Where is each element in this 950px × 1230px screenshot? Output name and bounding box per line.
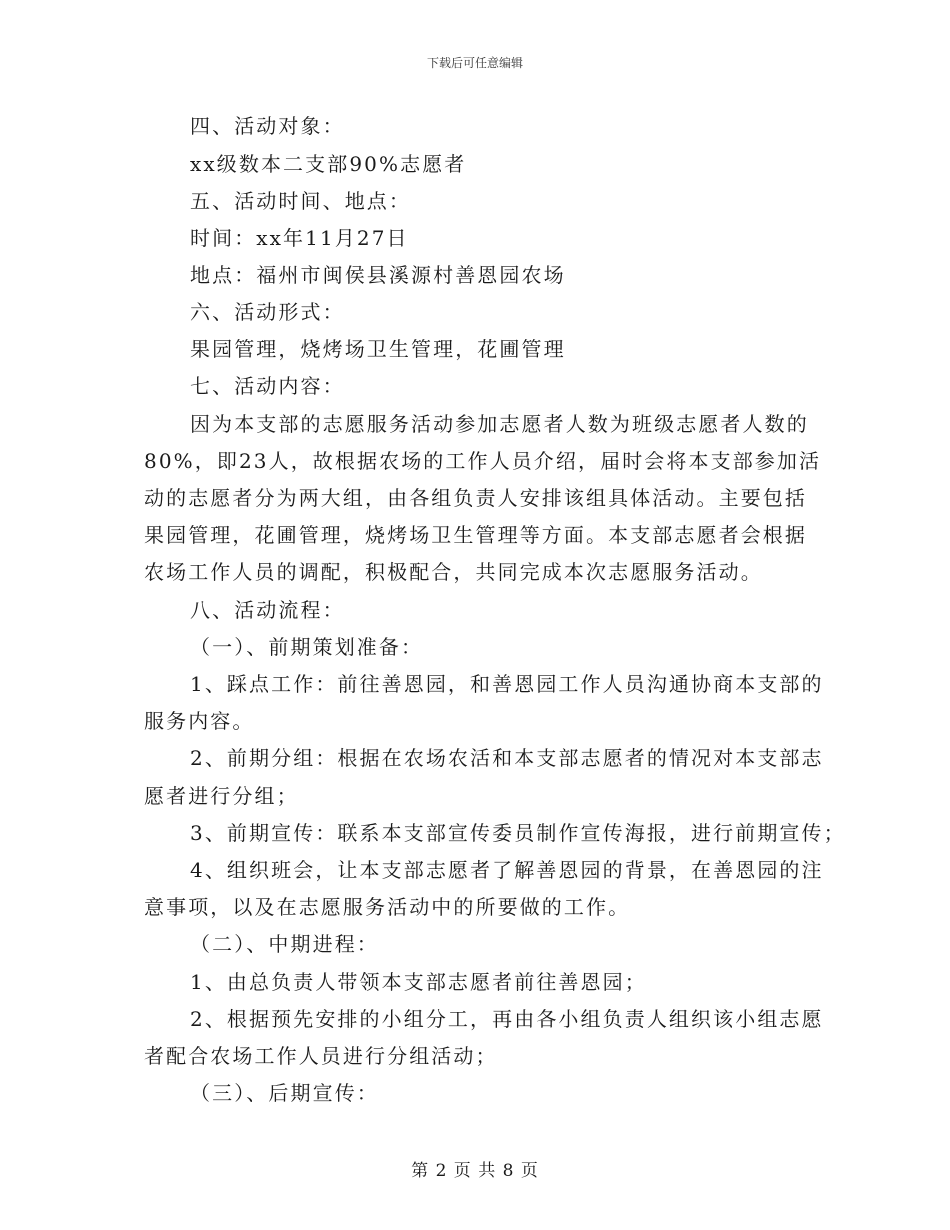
body-line: 地点：福州市闽侯县溪源村善恩园农场 bbox=[190, 263, 566, 287]
section-heading: 八、活动流程： bbox=[190, 598, 345, 622]
section-heading: 六、活动形式： bbox=[190, 300, 345, 324]
section-heading: 五、活动时间、地点： bbox=[190, 189, 411, 213]
page-number-footer: 第 2 页 共 8 页 bbox=[411, 1161, 539, 1181]
body-line: 者配合农场工作人员进行分组活动； bbox=[144, 1044, 498, 1068]
body-line: 1、踩点工作：前往善恩园，和善恩园工作人员沟通协商本支部的 bbox=[190, 672, 824, 696]
body-line: 2、根据预先安排的小组分工，再由各小组负责人组织该小组志愿 bbox=[190, 1007, 824, 1031]
subsection-heading: （一）、前期策划准备： bbox=[190, 635, 424, 659]
body-line: 愿者进行分组； bbox=[144, 784, 299, 808]
body-line: 意事项，以及在志愿服务活动中的所要做的工作。 bbox=[144, 895, 631, 919]
body-line: 1、由总负责人带领本支部志愿者前往善恩园； bbox=[190, 970, 647, 994]
body-line: 时间：xx年11月27日 bbox=[190, 226, 409, 250]
body-line: 果园管理，花圃管理，烧烤场卫生管理等方面。本支部志愿者会根据 bbox=[144, 523, 807, 547]
body-line: 3、前期宣传：联系本支部宣传委员制作宣传海报，进行前期宣传； bbox=[190, 821, 846, 845]
body-line: 农场工作人员的调配，积极配合，共同完成本次志愿服务活动。 bbox=[144, 560, 763, 584]
body-line: 服务内容。 bbox=[144, 709, 255, 733]
body-line: 4、组织班会，让本支部志愿者了解善恩园的背景，在善恩园的注 bbox=[190, 858, 824, 882]
body-line: 动的志愿者分为两大组，由各组负责人安排该组具体活动。主要包括 bbox=[144, 486, 807, 510]
body-line: 果园管理，烧烤场卫生管理，花圃管理 bbox=[190, 337, 566, 361]
section-heading: 四、活动对象： bbox=[190, 114, 345, 138]
body-line: xx级数本二支部90%志愿者 bbox=[190, 152, 467, 176]
page-header-note: 下载后可任意编辑 bbox=[426, 56, 523, 70]
subsection-heading: （三）、后期宣传： bbox=[190, 1081, 379, 1105]
section-heading: 七、活动内容： bbox=[190, 374, 345, 398]
body-line: 2、前期分组：根据在农场农活和本支部志愿者的情况对本支部志 bbox=[190, 746, 824, 770]
subsection-heading: （二）、中期进程： bbox=[190, 932, 379, 956]
body-line: 80%，即23人，故根据农场的工作人员介绍，届时会将本支部参加活 bbox=[144, 449, 822, 473]
body-line: 因为本支部的志愿服务活动参加志愿者人数为班级志愿者人数的 bbox=[190, 412, 809, 436]
